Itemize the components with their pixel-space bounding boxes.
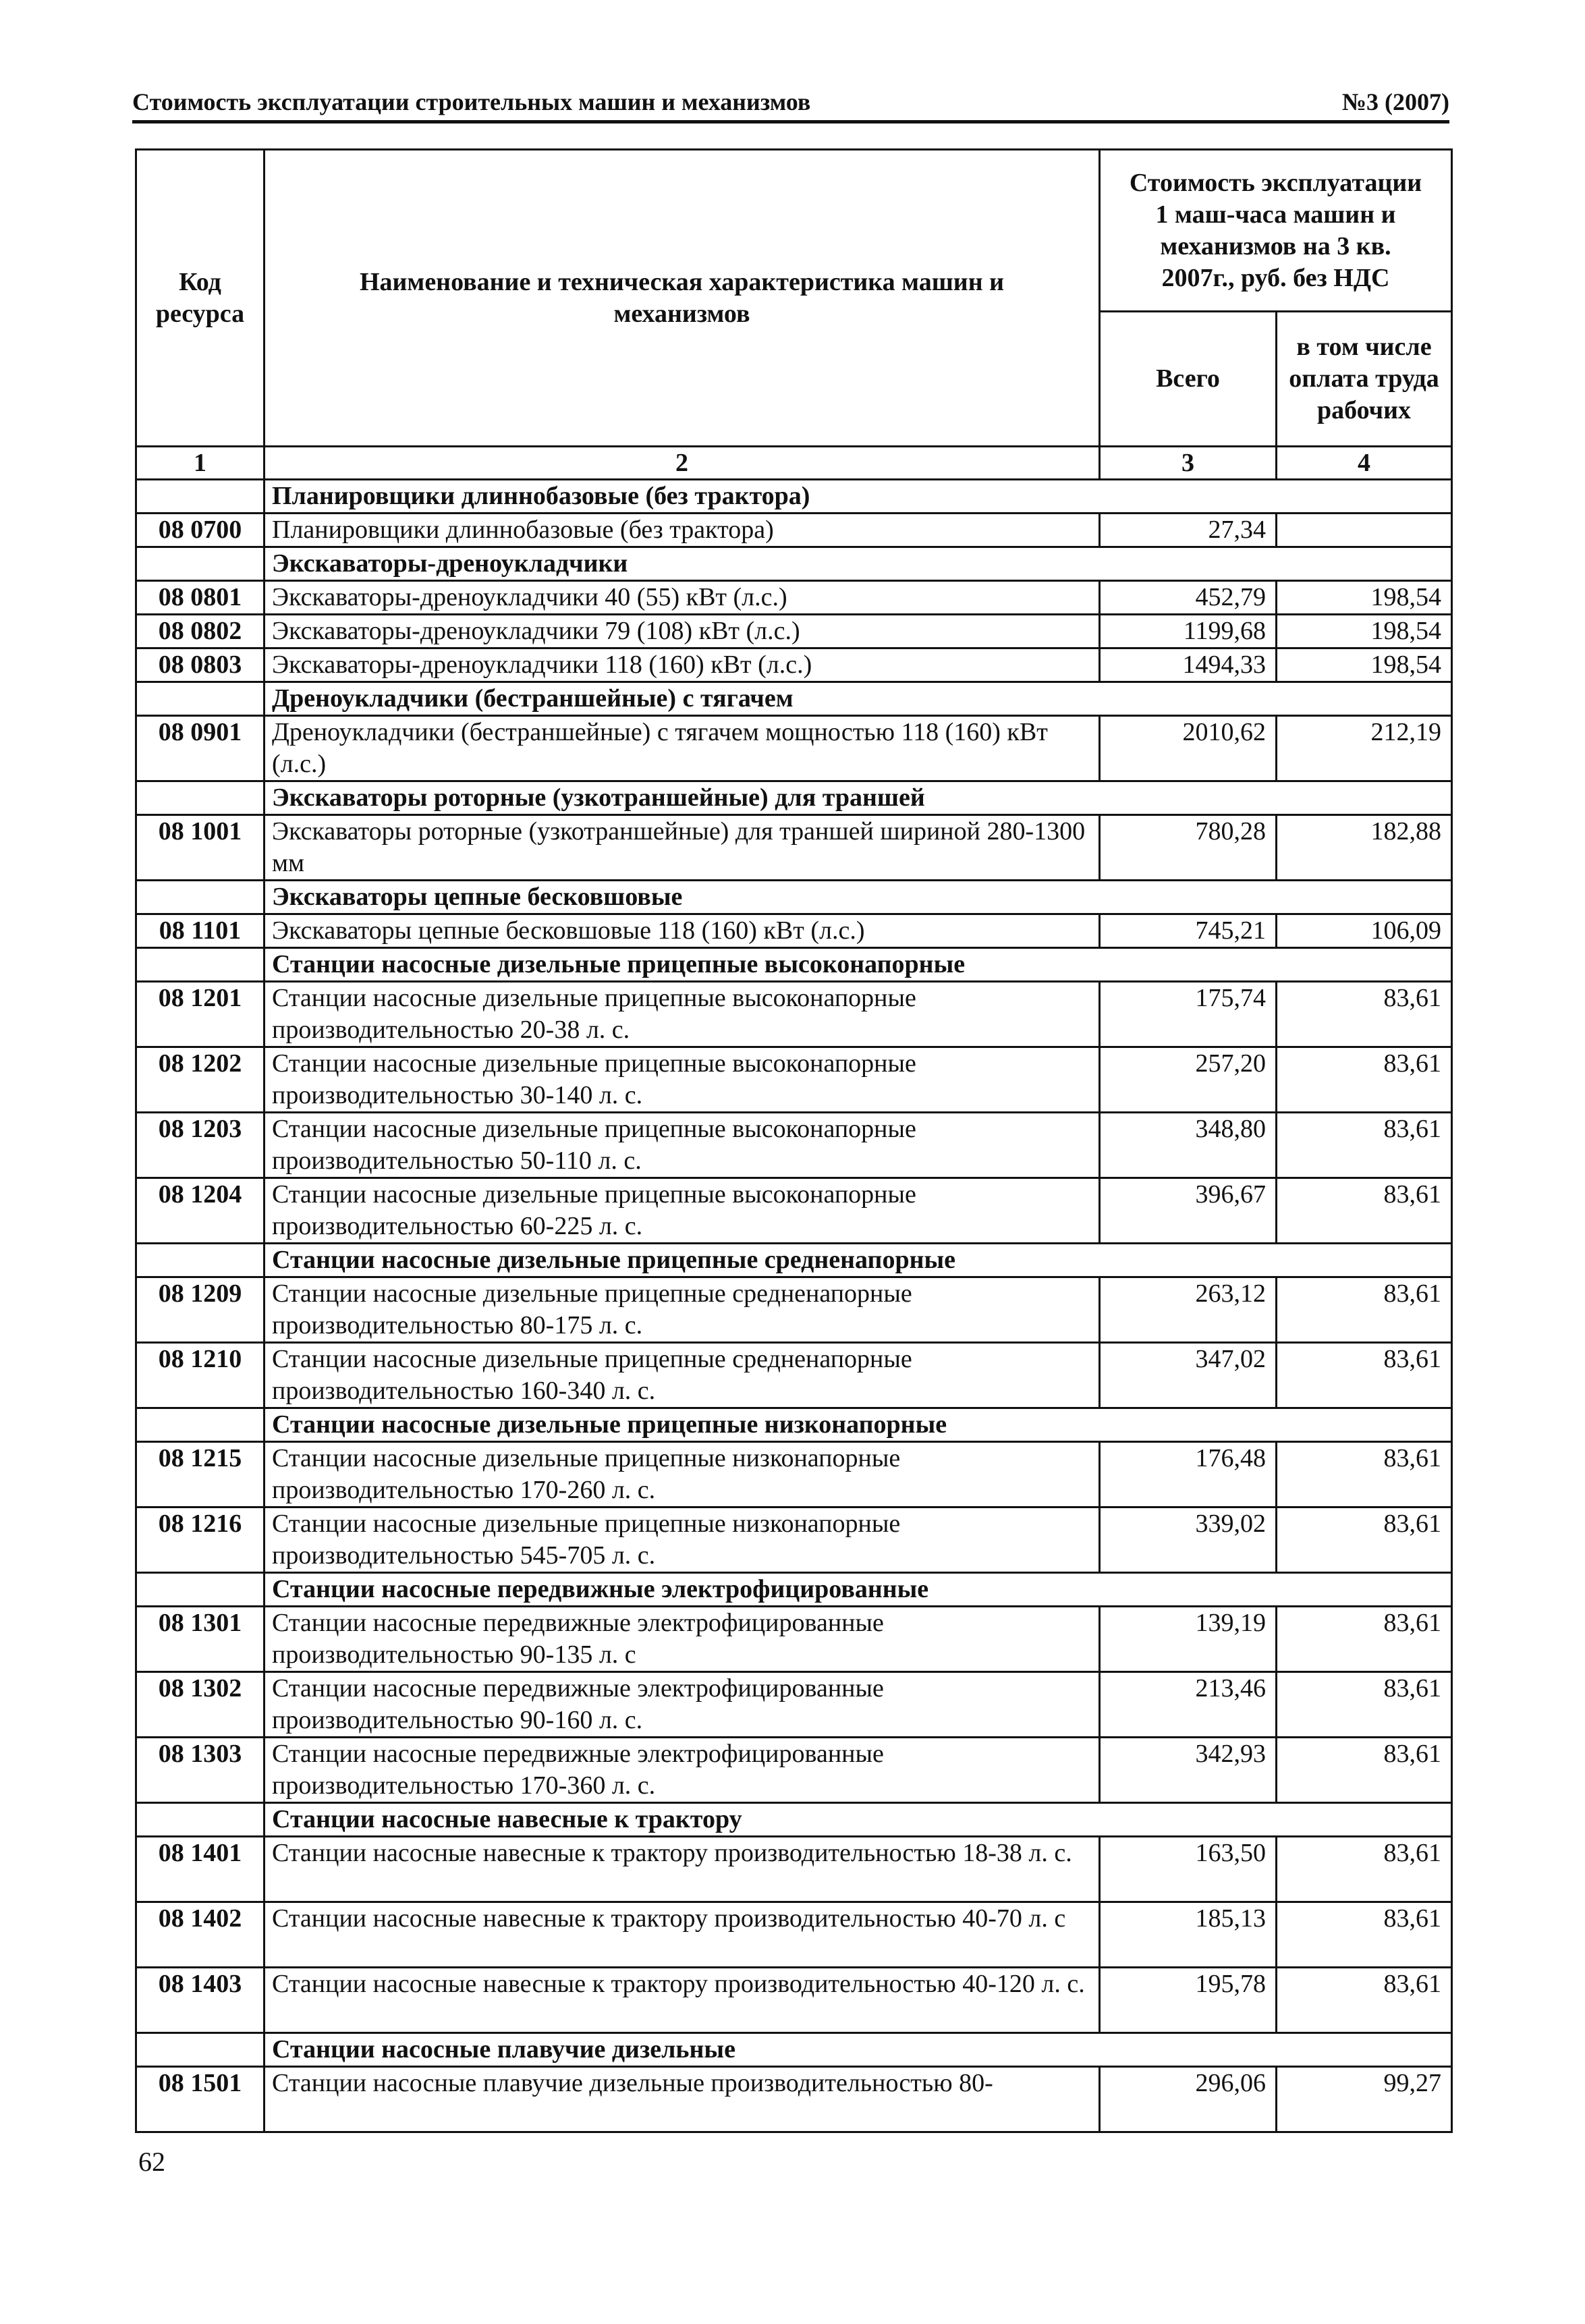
resource-code: 08 1403	[136, 1968, 265, 2033]
section-row	[136, 1408, 1452, 1442]
resource-code: 08 1210	[136, 1343, 265, 1408]
section-title: Планировщики длиннобазовые (без трактора)	[265, 480, 1452, 514]
cost-wages: 106,09	[1277, 914, 1452, 948]
column-number: 1	[136, 447, 265, 480]
section-row	[136, 1573, 1452, 1607]
resource-name: Станции насосные навесные к трактору производительностью 40-120 л. с.	[265, 1968, 1100, 2033]
resource-name: Станции насосные навесные к трактору производительностью 40-70 л. с	[265, 1902, 1100, 1968]
table-row	[136, 1442, 1452, 1507]
section-title: Экскаваторы цепные бесковшовые	[265, 881, 1452, 914]
table-row	[136, 1507, 1452, 1573]
section-code-cell	[136, 682, 265, 716]
resource-code: 08 0802	[136, 615, 265, 648]
section-row	[136, 547, 1452, 581]
resource-name: Станции насосные дизельные прицепные низконапорные производительностью 170-260 л. с.	[265, 1442, 1100, 1507]
section-code-cell	[136, 480, 265, 514]
resource-code: 08 1203	[136, 1113, 265, 1178]
cost-total: 213,46	[1100, 1672, 1277, 1738]
section-code-cell	[136, 1803, 265, 1837]
resource-code: 08 1202	[136, 1047, 265, 1113]
cost-wages: 83,61	[1277, 982, 1452, 1047]
cost-wages: 83,61	[1277, 1178, 1452, 1244]
cost-total: 347,02	[1100, 1343, 1277, 1408]
section-title: Экскаваторы роторные (узкотраншейные) для траншей	[265, 781, 1452, 815]
table-row	[136, 581, 1452, 615]
resource-name: Станции насосные навесные к трактору производительностью 18-38 л. с.	[265, 1837, 1100, 1902]
cost-total: 1494,33	[1100, 648, 1277, 682]
section-code-cell	[136, 2033, 265, 2067]
resource-code: 08 1303	[136, 1738, 265, 1803]
cost-wages: 83,61	[1277, 1607, 1452, 1672]
resource-name: Станции насосные передвижные электрофицированные производительностью 90-135 л. с	[265, 1607, 1100, 1672]
resource-code: 08 1402	[136, 1902, 265, 1968]
header-total: Всего	[1100, 312, 1277, 447]
header-name: Наименование и техническая характеристика машин и механизмов	[265, 150, 1100, 447]
resource-name: Станции насосные дизельные прицепные высоконапорные производительностью 50-110 л. с.	[265, 1113, 1100, 1178]
resource-name: Экскаваторы цепные бесковшовые 118 (160) кВт (л.с.)	[265, 914, 1100, 948]
cost-total: 745,21	[1100, 914, 1277, 948]
resource-name: Экскаваторы-дреноукладчики 118 (160) кВт (л.с.)	[265, 648, 1100, 682]
cost-wages: 212,19	[1277, 716, 1452, 781]
price-table	[135, 148, 1453, 2133]
page-header	[132, 88, 1449, 123]
section-code-cell	[136, 547, 265, 581]
cost-total: 27,34	[1100, 514, 1277, 547]
document-title: Стоимость эксплуатации строительных машин и механизмов	[132, 88, 811, 115]
resource-code: 08 1216	[136, 1507, 265, 1573]
cost-wages: 83,61	[1277, 1047, 1452, 1113]
table-row	[136, 1607, 1452, 1672]
table-row	[136, 514, 1452, 547]
cost-wages: 99,27	[1277, 2067, 1452, 2132]
table-row	[136, 1178, 1452, 1244]
cost-total: 263,12	[1100, 1277, 1277, 1343]
table-row	[136, 1113, 1452, 1178]
resource-code: 08 1101	[136, 914, 265, 948]
cost-total: 342,93	[1100, 1738, 1277, 1803]
issue-number: №3 (2007)	[1341, 88, 1449, 115]
resource-code: 08 1302	[136, 1672, 265, 1738]
cost-wages: 198,54	[1277, 648, 1452, 682]
resource-code: 08 1204	[136, 1178, 265, 1244]
cost-total: 339,02	[1100, 1507, 1277, 1573]
header-wages: в том числе оплата труда рабочих	[1277, 312, 1452, 447]
cost-wages: 83,61	[1277, 1507, 1452, 1573]
cost-wages: 83,61	[1277, 1343, 1452, 1408]
cost-wages: 83,61	[1277, 1442, 1452, 1507]
table-row	[136, 1968, 1452, 2033]
table-row	[136, 1902, 1452, 1968]
resource-code: 08 0700	[136, 514, 265, 547]
section-row	[136, 1244, 1452, 1277]
resource-name: Станции насосные дизельные прицепные средненапорные производительностью 80-175 л. с.	[265, 1277, 1100, 1343]
resource-name: Экскаваторы-дреноукладчики 40 (55) кВт (л.с.)	[265, 581, 1100, 615]
table-row	[136, 1277, 1452, 1343]
table-row	[136, 1343, 1452, 1408]
cost-wages: 83,61	[1277, 1837, 1452, 1902]
resource-code: 08 1215	[136, 1442, 265, 1507]
cost-total: 780,28	[1100, 815, 1277, 881]
table-header	[136, 150, 1452, 480]
cost-total: 296,06	[1100, 2067, 1277, 2132]
cost-total: 185,13	[1100, 1902, 1277, 1968]
section-title: Станции насосные передвижные электрофицированные	[265, 1573, 1452, 1607]
column-number: 3	[1100, 447, 1277, 480]
section-title: Экскаваторы-дреноукладчики	[265, 547, 1452, 581]
table-row	[136, 914, 1452, 948]
section-title: Станции насосные навесные к трактору	[265, 1803, 1452, 1837]
header-code: Код ресурса	[136, 150, 265, 447]
resource-name: Станции насосные передвижные электрофицированные производительностью 170-360 л. с.	[265, 1738, 1100, 1803]
cost-total: 175,74	[1100, 982, 1277, 1047]
section-row	[136, 2033, 1452, 2067]
column-number: 4	[1277, 447, 1452, 480]
table-row	[136, 2067, 1452, 2132]
column-number: 2	[265, 447, 1100, 480]
section-title: Дреноукладчики (бестраншейные) с тягачем	[265, 682, 1452, 716]
resource-code: 08 1209	[136, 1277, 265, 1343]
resource-name: Экскаваторы роторные (узкотраншейные) для траншей шириной 280-1300 мм	[265, 815, 1100, 881]
cost-total: 348,80	[1100, 1113, 1277, 1178]
header-cost-group: Стоимость эксплуатации 1 маш-часа машин и механизмов на 3 кв. 2007г., руб. без НДС	[1100, 150, 1452, 312]
page-number: 62	[138, 2147, 165, 2177]
cost-wages: 198,54	[1277, 615, 1452, 648]
section-code-cell	[136, 948, 265, 982]
cost-wages: 182,88	[1277, 815, 1452, 881]
resource-code: 08 1201	[136, 982, 265, 1047]
table-row	[136, 815, 1452, 881]
resource-code: 08 1301	[136, 1607, 265, 1672]
resource-name: Планировщики длиннобазовые (без трактора)	[265, 514, 1100, 547]
section-row	[136, 1803, 1452, 1837]
resource-code: 08 0801	[136, 581, 265, 615]
table-row	[136, 648, 1452, 682]
cost-total: 195,78	[1100, 1968, 1277, 2033]
cost-total: 163,50	[1100, 1837, 1277, 1902]
resource-code: 08 1501	[136, 2067, 265, 2132]
cost-total: 257,20	[1100, 1047, 1277, 1113]
cost-wages: 83,61	[1277, 1902, 1452, 1968]
section-row	[136, 781, 1452, 815]
cost-total: 1199,68	[1100, 615, 1277, 648]
cost-total: 452,79	[1100, 581, 1277, 615]
cost-wages: 83,61	[1277, 1277, 1452, 1343]
resource-name: Станции насосные плавучие дизельные производительностью 80-	[265, 2067, 1100, 2132]
section-code-cell	[136, 781, 265, 815]
section-row	[136, 948, 1452, 982]
cost-total: 2010,62	[1100, 716, 1277, 781]
section-title: Станции насосные дизельные прицепные высоконапорные	[265, 948, 1452, 982]
cost-total: 176,48	[1100, 1442, 1277, 1507]
resource-name: Станции насосные дизельные прицепные средненапорные производительностью 160-340 л. с.	[265, 1343, 1100, 1408]
cost-wages: 83,61	[1277, 1968, 1452, 2033]
cost-wages: 83,61	[1277, 1113, 1452, 1178]
resource-name: Станции насосные дизельные прицепные низконапорные производительностью 545-705 л. с.	[265, 1507, 1100, 1573]
table-row	[136, 615, 1452, 648]
section-code-cell	[136, 881, 265, 914]
section-code-cell	[136, 1573, 265, 1607]
cost-wages: 83,61	[1277, 1738, 1452, 1803]
table-row	[136, 1672, 1452, 1738]
section-row	[136, 881, 1452, 914]
section-row	[136, 682, 1452, 716]
section-title: Станции насосные плавучие дизельные	[265, 2033, 1452, 2067]
cost-total: 396,67	[1100, 1178, 1277, 1244]
resource-code: 08 0803	[136, 648, 265, 682]
table-row	[136, 982, 1452, 1047]
resource-code: 08 1001	[136, 815, 265, 881]
table-row	[136, 716, 1452, 781]
section-row	[136, 480, 1452, 514]
resource-code: 08 0901	[136, 716, 265, 781]
section-code-cell	[136, 1408, 265, 1442]
section-title: Станции насосные дизельные прицепные средненапорные	[265, 1244, 1452, 1277]
cost-wages: 83,61	[1277, 1672, 1452, 1738]
resource-name: Дреноукладчики (бестраншейные) с тягачем мощностью 118 (160) кВт (л.с.)	[265, 716, 1100, 781]
section-title: Станции насосные дизельные прицепные низконапорные	[265, 1408, 1452, 1442]
cost-wages: 198,54	[1277, 581, 1452, 615]
table-row	[136, 1738, 1452, 1803]
resource-name: Станции насосные дизельные прицепные высоконапорные производительностью 30-140 л. с.	[265, 1047, 1100, 1113]
resource-name: Станции насосные дизельные прицепные высоконапорные производительностью 60-225 л. с.	[265, 1178, 1100, 1244]
section-code-cell	[136, 1244, 265, 1277]
cost-wages	[1277, 514, 1452, 547]
resource-name: Станции насосные дизельные прицепные высоконапорные производительностью 20-38 л. с.	[265, 982, 1100, 1047]
table-row	[136, 1837, 1452, 1902]
table-row	[136, 1047, 1452, 1113]
resource-name: Экскаваторы-дреноукладчики 79 (108) кВт (л.с.)	[265, 615, 1100, 648]
cost-total: 139,19	[1100, 1607, 1277, 1672]
table-body	[136, 480, 1452, 2132]
resource-code: 08 1401	[136, 1837, 265, 1902]
resource-name: Станции насосные передвижные электрофицированные производительностью 90-160 л. с.	[265, 1672, 1100, 1738]
